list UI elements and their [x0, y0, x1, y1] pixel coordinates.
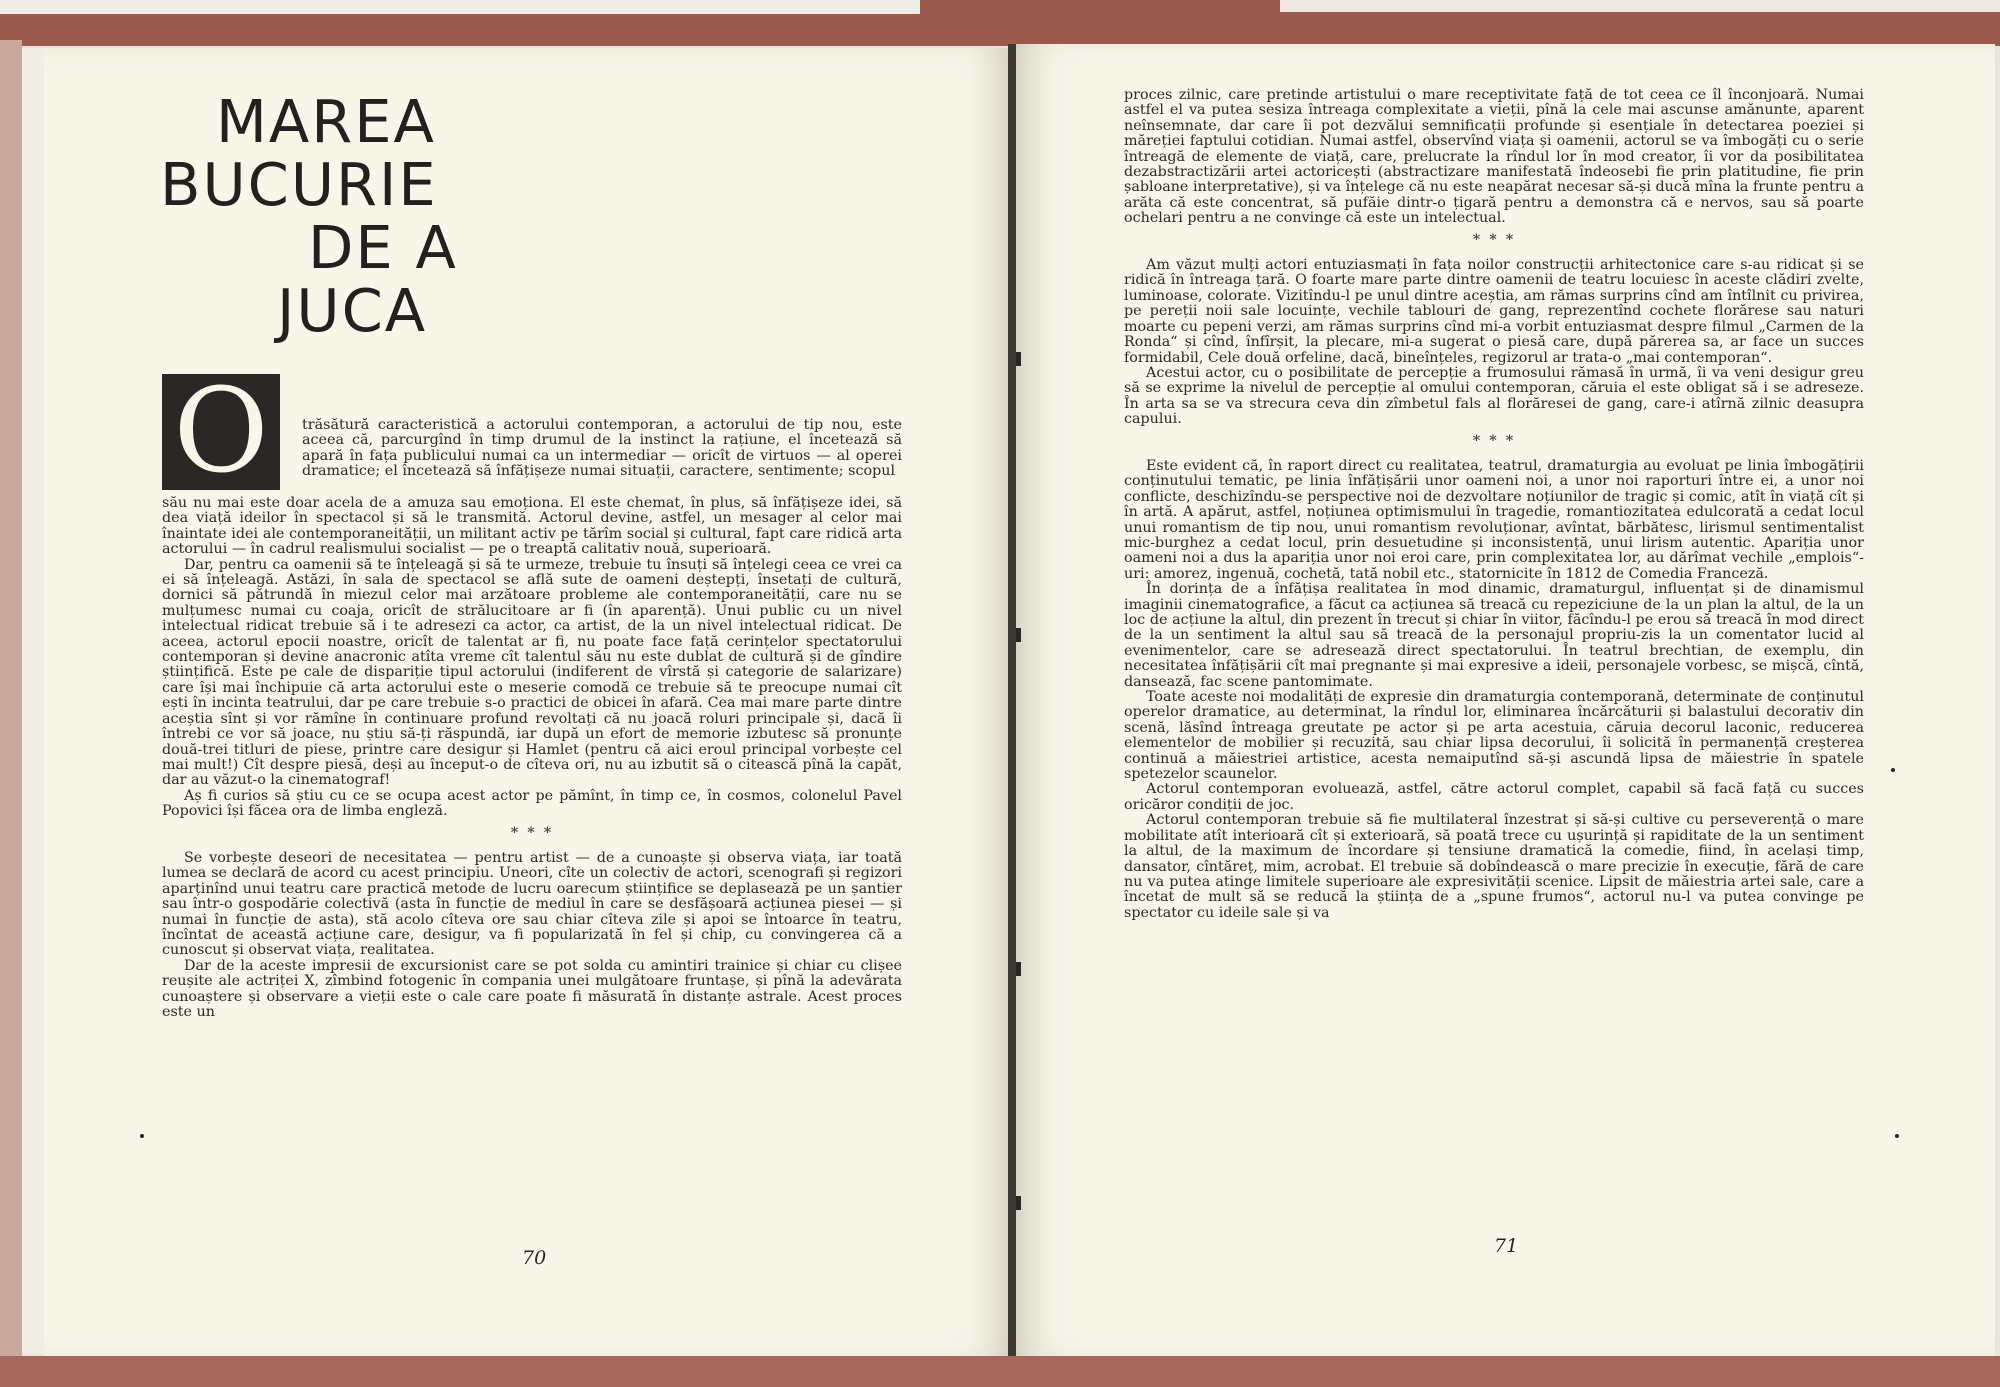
- left-column: [162, 496, 902, 1020]
- paragraph: Se vorbește deseori de necesitatea — pentru artist — de a cunoaște și observa viața, iar toată lumea se declară de acord cu acest principiu. Uneori, cîte un colectiv de actori, scenografi și regizori aparținînd unui teatru care practică metode de lucru oarecum științifice se deplasează pe un șantier sau într-o gospodărie colectivă (asta în funcție de mediul în care se desfășoară acțiunea piesei — și numai în funcție de asta), stă acolo cîteva ore sau chiar cîteva zile și apoi se întoarce în teatru, încîntat de această acțiune care, desigur, va fi popularizată în fel și chip, cu convingerea că a cunoscut și observat viața, realitatea.: [162, 849, 902, 959]
- paragraph: Am văzut mulți actori entuziasmați în fața noilor construcții arhitectonice care s-au ridicat și se ridică în întreaga țară. O foarte mare parte dintre oamenii de teatru locuiesc în aceste clădiri zvelte, luminoase, colorate. Vizitîndu-l pe unul dintre aceștia, am rămas surprins cînd am întîlnit cu privirea, pe pereții noii sale locuințe, vechile tablouri de gang, reprezentînd cochete florărese sau naturi moarte cu pepeni verzi, am rămas surprins cînd mi-a vorbit entuziasmat despre filmul „Carmen de la Ronda“ și cînd, înfîrșit, la plecare, mi-a sugerat o piesă care, după părerea sa, ar face un succes formidabil, Cele două orfeline, dacă, bineînțeles, regizorul ar trata-o „mai contemporan“.: [1124, 257, 1864, 366]
- book-cover-left: [0, 40, 22, 1360]
- article-title: [160, 87, 500, 345]
- lead-text: trăsătură caracteristică a actorului contemporan, a actorului de tip nou, este aceea că, parcurgînd în timp drumul de la instinct la rațiune, el încetează să apară în fața publicului numai ca un intermediar — oricît de virtuos — al operei dramatice; el încetează să înfățișeze numai situații, caractere, sentimente; scopul: [302, 417, 902, 480]
- paragraph: Toate aceste noi modalități de expresie din dramaturgia contemporană, determinate de conținutul operelor dramatice, au determinat, la rîndul lor, eliminarea încărcăturii și balastului decorativ din scenă, lăsînd întreaga greutate pe actor și pe arta acestuia, căruia decorul laconic, reducerea elementelor de mobilier și recuzită, sau chiar lipsa decorului, îi solicită în permanență creșterea continuă a măiestriei artistice, acesta nemaiputînd să-și ascundă lipsa de măiestrie în spatele spetezelor scaunelor.: [1124, 689, 1864, 783]
- section-separator: * * *: [1472, 432, 1516, 449]
- paragraph: În dorința de a înfățișa realitatea în mod dinamic, dramaturgul, influențat și de dinamismul imaginii cinematografice, a făcut ca acțiunea să treacă cu repeziciune de la un plan la altul, de la un loc de acțiune la altul, din prezent în trecut și chiar în viitor, făcîndu-l pe erou să treacă în mod direct de la un sentiment la altul sau să treacă de la personajul propriu-zis la un comentator lucid al evenimentelor, care se adresează direct spectatorului. În teatrul brechtian, de exemplu, din necesitatea înfățișării cît mai pregnante și mai expresive a ideii, personajele vorbesc, se mișcă, cîntă, dansează, fac scene pantomimate.: [1124, 581, 1864, 690]
- page-number-left: 70: [522, 1247, 547, 1269]
- margin-speck: [1891, 768, 1895, 772]
- binding-mark: [1016, 628, 1021, 642]
- title-line: DE A: [308, 213, 458, 282]
- page-edges-left: [22, 48, 44, 1354]
- paragraph: Actorul contemporan trebuie să fie multilateral înzestrat și să-și cultive cu perseverență o mare mobilitate atît interioară cît și exterioară, să poată trece cu ușurință și rapiditate de la un sentiment la altul, de la maximum de încordare și tensiune dramatică la comedie, fiind, în același timp, dansator, cîntăreț, mim, acrobat. El trebuie să dobîndească o mare precizie în execuție, fără de care nu va putea atinge limitele superioare ale expresivității scenice. Lipsit de măiestria artei sale, care a încetat de mult să se reducă la știința de a „spune frumos“, actorul nu-l va putea convinge pe spectator cu ideile sale și va: [1124, 812, 1864, 921]
- paragraph: său nu mai este doar acela de a amuza sau emoționa. El este chemat, în plus, să înfățișeze idei, să dea viață ideilor în spectacol și să le transmită. Actorul devine, astfel, un mesager al celor mai înaintate idei ale contemporaneității, un militant activ pe tărîm social și cultural, fapt care ridică arta actorului — în cadrul realismului socialist — pe o treaptă calitativ nouă, superioară.: [162, 495, 902, 558]
- page-number-right: 71: [1494, 1235, 1519, 1257]
- book-cover-bottom: [0, 1356, 2000, 1387]
- drop-cap: O: [162, 374, 280, 490]
- paragraph: Acestui actor, cu o posibilitate de percepție a frumosului rămasă în urmă, îi va veni desigur greu să se exprime la nivelul de percepție al omului contemporan, căruia el este obligat să i se adreseze. În arta sa se va strecura ceva din zîmbetul fals al florăresei de gang, care-i atîrnă zilnic deasupra capului.: [1124, 364, 1864, 428]
- binding-mark: [1016, 1196, 1021, 1210]
- paragraph: Dar de la aceste impresii de excursionist care se pot solda cu amintiri trainice și chiar cu clișee reușite ale actriței X, zîmbind fotogenic în compania unei mulgătoare fruntașe, și pînă la adevărata cunoaștere și observare a vieții este o cale care poate fi măsurată în distanțe astrale. Acest proces este un: [162, 957, 902, 1020]
- book-cover-top: [0, 0, 2000, 46]
- section-separator: * * *: [510, 824, 554, 841]
- paragraph: Actorul contemporan evoluează, astfel, către actorul complet, capabil să facă față cu succes oricăror condiții de joc.: [1124, 781, 1864, 813]
- binding-mark: [1016, 962, 1021, 976]
- paragraph: Este evident că, în raport direct cu realitatea, teatrul, dramaturgia au evoluat pe linia îmbogățirii conținutului tematic, pe linia înfățișării unor oameni noi, a unor noi raporturi între ei, a unor noi conflicte, deschizîndu-se perspective noi de dezvoltare noțiunilor de tragic și comic, atît în viață cît și în artă. A apărut, astfel, noțiunea optimismului în tragedie, romantiozitatea edulcorată a cedat locul unui romantism de tip nou, unui romantism revoluționar, avîntat, bărbătesc, lirismul sentimentalist mic-burghez a cedat locul, prin desuetudine și inconsistență, unui lirism autentic. Apariția unor oameni noi a dus la apariția unor noi eroi care, prin complexitatea lor, au dărîmat vechile „emplois“-uri: amorez, ingenuă, cochetă, tată nobil etc., statornicite în 1812 de Comedia Franceză.: [1124, 457, 1864, 582]
- margin-speck: [140, 1134, 144, 1138]
- paragraph: Aș fi curios să știu cu ce se ocupa acest actor pe pămînt, în timp ce, în cosmos, colonelul Pavel Popovici își făcea ora de limba engleză.: [162, 787, 902, 820]
- lead-paragraph: [302, 418, 902, 480]
- title-line: MAREA: [216, 87, 436, 156]
- right-column: [1124, 88, 1864, 921]
- section-separator: * * *: [1472, 231, 1516, 248]
- title-line: BUCURIE: [160, 150, 438, 219]
- title-line: JUCA: [277, 276, 428, 345]
- binding-mark: [1016, 352, 1021, 366]
- margin-speck: [1895, 1134, 1899, 1138]
- paragraph: proces zilnic, care pretinde artistului o mare receptivitate față de tot ceea ce îl înconjoară. Numai astfel el va putea sesiza întreaga complexitate a vieții, pînă la cele mai ascunse amănunte, aparent neînsemnate, dar care îi pot dezvălui semnificații profunde și esențiale în detectarea poeziei și măreției faptului cotidian. Numai astfel, observînd viața și oamenii, actorul se va îmbogăți cu o serie întreagă de elemente de viață, care, prelucrate la rîndul lor în mod creator, îi vor da posibilitatea dezabstractizării artei actoricești (abstractizare manifestată îndeosebi fie prin platitudine, fie prin șabloane interpretative), și va înțelege că nu este neapărat necesar să-și ducă mîna la frunte pentru a arăta că este concentrat, să pufăie dintr-o țigară pentru a demonstra că e nervos, sau să poarte ochelari pentru a ne convinge că este un intelectual.: [1124, 87, 1864, 227]
- paragraph: Dar, pentru ca oamenii să te înțeleagă și să te urmeze, trebuie tu însuți să înțelegi ceea ce vrei ca ei să înțeleagă. Astăzi, în sala de spectacol se află sute de oameni deștepți, însetați de cultură, dornici să pătrundă în miezul celor mai arzătoare probleme ale contemporaneității, care nu se mulțumesc numai cu coaja, oricît de strălucitoare ar fi (în aparență). Unui public cu un nivel intelectual ridicat trebuie să i te adresezi ca actor, ca artist, de la un nivel intelectual ridicat. De aceea, actorul epocii noastre, oricît de talentat ar fi, nu poate face față cerințelor spectatorului contemporan și devine anacronic atîta vreme cît talentul său nu este dublat de cultură și de gîndire științifică. Este pe cale de dispariție tipul actorului (indiferent de vîrstă și categorie de salarizare) care își mai închipuie că arta actorului este o meserie comodă ce trebuie să te preocupe numai cît ești în incinta teatrului, dar pe care trebuie s-o practici de obicei în afară. Cea mai mare parte dintre aceștia sînt și vor rămîne în continuare profund revoltați că nu joacă roluri principale și, dacă îi întrebi ce vor să joace, nu știu să-ți răspundă, iar după un efort de memorie izbutesc să pronunțe două-trei titluri de piese, printre care desigur și Hamlet (pentru că aici eroul principal vorbește cel mai mult!) Cît despre piesă, deși au început-o de cîteva ori, nu au izbutit să o citească pînă la capăt, dar au văzut-o la cinematograf!: [162, 556, 902, 789]
